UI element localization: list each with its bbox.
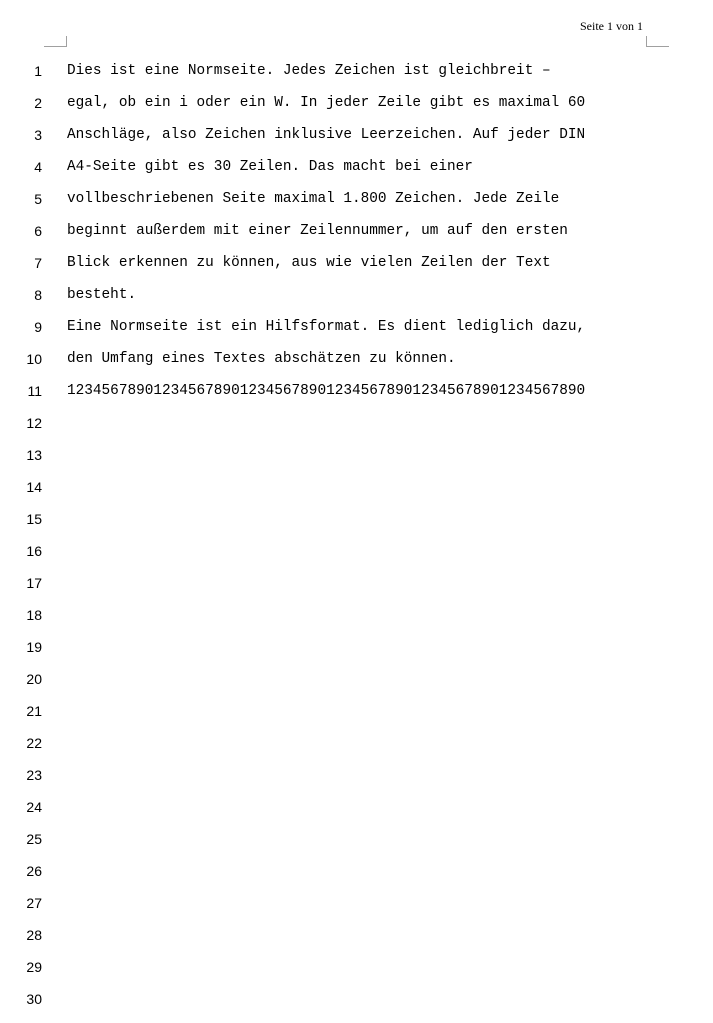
line-number: 4 [34, 159, 42, 175]
page-number-header: Seite 1 von 1 [580, 19, 643, 33]
line-number: 30 [26, 991, 42, 1007]
line-number: 3 [34, 127, 42, 143]
line-number: 19 [26, 639, 42, 655]
text-line [0, 927, 713, 959]
text-line [0, 767, 713, 799]
line-number: 18 [26, 607, 42, 623]
line-number: 11 [27, 383, 42, 399]
line-text: Anschläge, also Zeichen inklusive Leerzeichen. Auf jeder DIN [67, 127, 586, 143]
line-text: den Umfang eines Textes abschätzen zu können. [67, 351, 456, 367]
line-number: 13 [26, 447, 42, 463]
line-text: besteht. [67, 287, 137, 303]
line-number: 16 [26, 543, 42, 559]
text-line [0, 511, 713, 543]
line-text: Eine Normseite ist ein Hilfsformat. Es dient lediglich dazu, [67, 319, 586, 335]
line-number: 2 [34, 95, 42, 111]
line-text: 123456789012345678901234567890123456789012345678901234567890 [67, 383, 586, 399]
text-line [0, 671, 713, 703]
text-line [0, 383, 713, 415]
text-line [0, 863, 713, 895]
line-number: 29 [26, 959, 42, 975]
text-line [0, 639, 713, 671]
line-number: 25 [26, 831, 42, 847]
line-text: egal, ob ein i oder ein W. In jeder Zeile gibt es maximal 60 [67, 95, 586, 111]
text-line [0, 223, 713, 255]
line-number: 5 [34, 191, 42, 207]
line-number: 24 [26, 799, 42, 815]
text-line [0, 255, 713, 287]
line-text: vollbeschriebenen Seite maximal 1.800 Zeichen. Jede Zeile [67, 191, 560, 207]
line-number: 26 [26, 863, 42, 879]
line-number: 23 [26, 767, 42, 783]
text-line [0, 575, 713, 607]
text-line [0, 447, 713, 479]
text-line [0, 351, 713, 383]
text-line [0, 319, 713, 351]
line-number: 12 [26, 415, 42, 431]
text-line [0, 991, 713, 1023]
line-number: 10 [26, 351, 42, 367]
line-text: Dies ist eine Normseite. Jedes Zeichen ist gleichbreit – [67, 63, 551, 79]
line-number: 28 [26, 927, 42, 943]
text-line [0, 287, 713, 319]
text-line [0, 607, 713, 639]
line-number: 20 [26, 671, 42, 687]
line-number: 9 [34, 319, 42, 335]
text-line [0, 159, 713, 191]
line-number: 27 [26, 895, 42, 911]
line-number: 8 [34, 287, 42, 303]
text-line [0, 735, 713, 767]
text-line [0, 895, 713, 927]
text-line [0, 703, 713, 735]
text-line [0, 543, 713, 575]
line-text: Blick erkennen zu können, aus wie vielen Zeilen der Text [67, 255, 551, 271]
line-number: 7 [34, 255, 42, 271]
margin-marker-right [646, 36, 669, 47]
line-number: 15 [26, 511, 42, 527]
text-line [0, 831, 713, 863]
line-number: 22 [26, 735, 42, 751]
line-text: A4-Seite gibt es 30 Zeilen. Das macht bei einer [67, 159, 473, 175]
text-line [0, 479, 713, 511]
line-number: 14 [26, 479, 42, 495]
text-line [0, 191, 713, 223]
line-text: beginnt außerdem mit einer Zeilennummer, um auf den ersten [67, 223, 568, 239]
line-number: 17 [26, 575, 42, 591]
text-line [0, 415, 713, 447]
line-number: 1 [34, 63, 42, 79]
line-number: 21 [26, 703, 42, 719]
text-line [0, 127, 713, 159]
line-number: 6 [34, 223, 42, 239]
text-line [0, 799, 713, 831]
margin-marker-left [44, 36, 67, 47]
text-line [0, 95, 713, 127]
text-line [0, 959, 713, 991]
text-line [0, 63, 713, 95]
